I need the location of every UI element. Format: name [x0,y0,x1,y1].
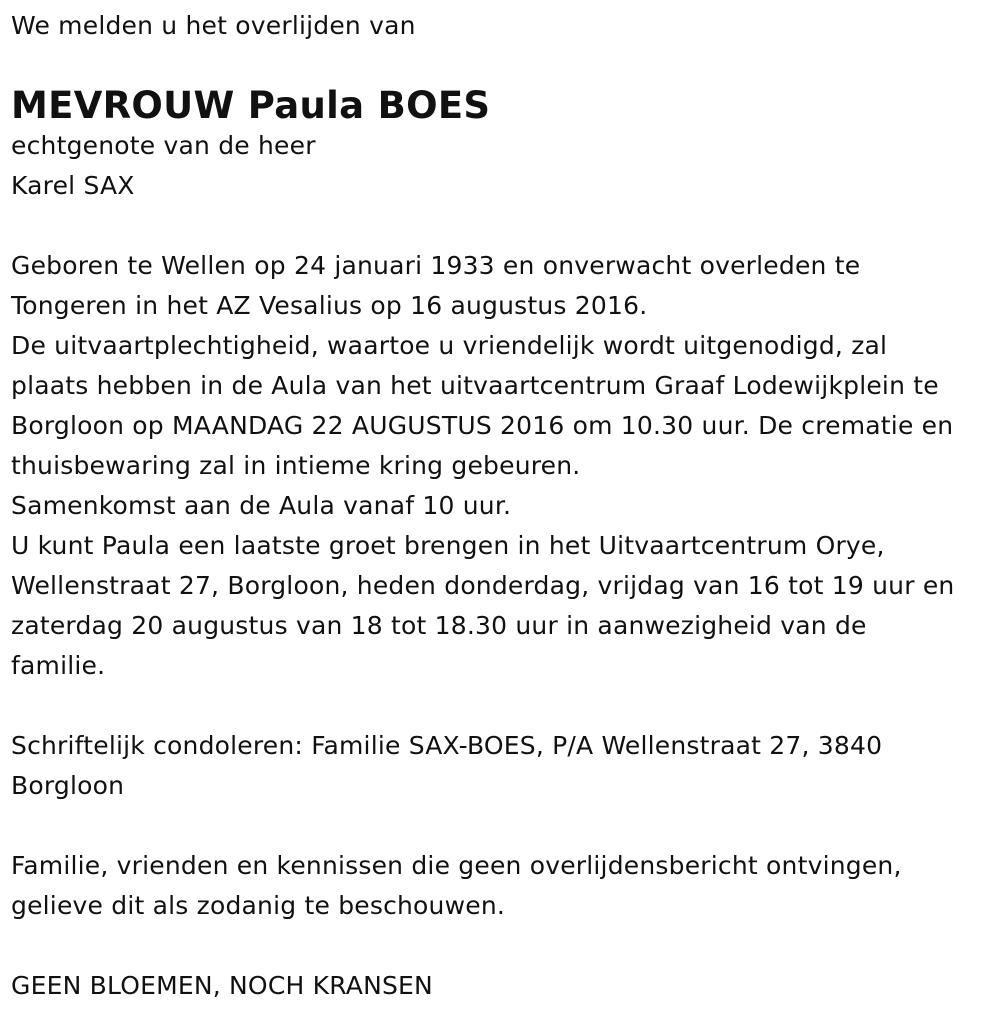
condolence-line: Schriftelijk condoleren: Familie SAX-BOES, P/A Wellenstraat 27, 3840 [11,731,883,760]
spacer [11,926,991,966]
condolence-line: Borgloon [11,771,125,800]
deceased-name: MEVROUW Paula BOES [11,84,491,127]
details-line: Geboren te Wellen op 24 januari 1933 en onverwacht overleden te [11,251,861,280]
details-line: thuisbewaring zal in intieme kring gebeuren. [11,451,581,480]
notice-line: gelieve dit als zodanig te beschouwen. [11,891,506,920]
details-line: familie. [11,651,106,680]
details-line: Samenkomst aan de Aula vanaf 10 uur. [11,491,512,520]
spouse-line: echtgenote van de heer [11,131,316,160]
details-line: U kunt Paula een laatste groet brengen in het Uitvaartcentrum Orye, [11,531,885,560]
details-line: zaterdag 20 augustus van 18 tot 18.30 uur in aanwezigheid van de [11,611,867,640]
details-line: Tongeren in het AZ Vesalius op 16 augustus 2016. [11,291,648,320]
spouse-name: Karel SAX [11,171,135,200]
notice-line: Familie, vrienden en kennissen die geen overlijdensbericht ontvingen, [11,851,902,880]
notice-text [11,846,991,926]
funeral-details [11,246,991,686]
closing-text: GEEN BLOEMEN, NOCH KRANSEN [11,971,433,1000]
details-line: Borgloon op MAANDAG 22 AUGUSTUS 2016 om 10.30 uur. De crematie en [11,411,954,440]
spacer [11,806,991,846]
details-line: De uitvaartplechtigheid, waartoe u vriendelijk wordt uitgenodigd, zal [11,331,888,360]
details-line: plaats hebben in de Aula van het uitvaartcentrum Graaf Lodewijkplein te [11,371,939,400]
details-line: Wellenstraat 27, Borgloon, heden donderdag, vrijdag van 16 tot 19 uur en [11,571,955,600]
death-notice [11,6,991,1006]
condolence-address [11,726,991,806]
intro-text: We melden u het overlijden van [11,11,416,40]
spacer [11,206,991,246]
spacer [11,686,991,726]
